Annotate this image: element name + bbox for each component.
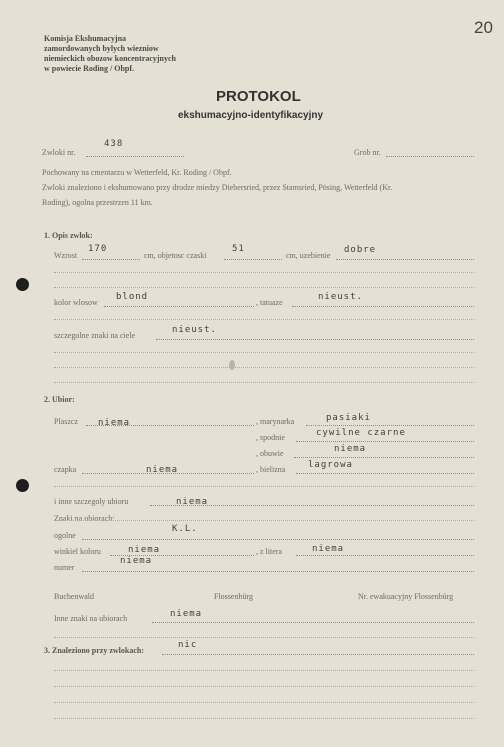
spodnie-value: cywilne czarne bbox=[316, 428, 406, 438]
czapka-label: czapka bbox=[54, 465, 77, 474]
ogolne-label: ogolne bbox=[54, 531, 76, 540]
zwloki-value: 438 bbox=[104, 139, 124, 149]
marynarka-label: , marynarka bbox=[256, 417, 295, 426]
winkiel-label: winkiel koloru bbox=[54, 547, 101, 556]
header-line-2: zamordowanych bylych wiezniow bbox=[44, 44, 159, 53]
page-number: 20 bbox=[474, 18, 493, 37]
camp-flossenburg: Flossenbürg bbox=[214, 592, 253, 601]
header-line-4: w powiecie Roding / Obpf. bbox=[44, 64, 135, 73]
uzebienie-value: dobre bbox=[344, 245, 377, 255]
winkiel-value: niema bbox=[128, 545, 161, 555]
tatuaze-value: nieust. bbox=[318, 292, 363, 302]
znaki-label: szczegolne znaki na ciele bbox=[54, 331, 136, 340]
section-2-title: 2. Ubior: bbox=[44, 395, 75, 404]
ogolne-value: K.L. bbox=[172, 524, 198, 534]
wlosy-label: kolor wlosow bbox=[54, 298, 98, 307]
plaszcz-label: Plaszcz bbox=[54, 417, 78, 426]
litera-value: niema bbox=[312, 544, 345, 554]
obuwie-label: , obuwie bbox=[256, 449, 284, 458]
punch-hole-top bbox=[16, 278, 29, 291]
marynarka-value: pasiaki bbox=[326, 413, 371, 423]
grob-label: Grob nr. bbox=[354, 148, 381, 157]
header-line-3: niemieckich obozow koncentracyjnych bbox=[44, 54, 176, 63]
znaki-value: nieust. bbox=[172, 325, 217, 335]
inne-znaki-value: niema bbox=[170, 609, 203, 619]
wzrost-value: 170 bbox=[88, 244, 108, 254]
zwloki-label: Zwloki nr. bbox=[42, 148, 76, 157]
punch-hole-bottom bbox=[16, 479, 29, 492]
czapka-value: niema bbox=[146, 465, 179, 475]
czaska-value: 51 bbox=[232, 244, 245, 254]
inne-znaki-label: Inne znaki na ubiorach bbox=[54, 614, 128, 623]
inne-label: i inne szczegoly ubioru bbox=[54, 497, 129, 506]
wlosy-value: blond bbox=[116, 292, 149, 302]
znaki-ubior-label: Znaki na ubiorach: bbox=[54, 514, 115, 523]
section-3-title: 3. Znaleziono przy zwlokach: bbox=[44, 646, 144, 655]
spodnie-label: , spodnie bbox=[256, 433, 285, 442]
inne-value: niema bbox=[176, 497, 209, 507]
numer-value: niema bbox=[120, 556, 153, 566]
tatuaze-label: , tatuaze bbox=[256, 298, 283, 307]
plaszcz-value: niema bbox=[98, 418, 131, 428]
czaska-unit: cm, uzebienie bbox=[286, 251, 331, 260]
bielizna-label: , bielizna bbox=[256, 465, 286, 474]
punch-mark-center bbox=[229, 360, 235, 370]
camp-buchenwald: Buchenwald bbox=[54, 592, 94, 601]
header-line-1: Komisja Ekshumacyjna bbox=[44, 34, 127, 43]
wzrost-unit: cm, objetosc czaski bbox=[144, 251, 207, 260]
commission-header bbox=[44, 34, 176, 74]
wzrost-label: Wzrost bbox=[54, 251, 78, 260]
numer-label: numer bbox=[54, 563, 75, 572]
section-3-value: nic bbox=[178, 640, 198, 650]
found-location-line-1: Zwloki znaleziono i ekshumowano przy drodze miedzy Diebersried, przez Stamsried, Pösing, Wetterfeld (Kr. bbox=[42, 183, 393, 192]
obuwie-value: niema bbox=[334, 444, 367, 454]
burial-place: Pochowany na cmentarzu w Wetterfeld, Kr. Roding / Obpf. bbox=[42, 168, 232, 177]
nr-ewakuacyjny: Nr. ewakuacyjny Flossenbürg bbox=[358, 592, 454, 601]
found-location-line-2: Roding), ogolna przestrzen 11 km. bbox=[42, 198, 153, 207]
litera-label: , z litera bbox=[256, 547, 282, 556]
document-subtitle: ekshumacyjno-identyfikacyjny bbox=[178, 110, 324, 121]
document-title: PROTOKOL bbox=[216, 88, 301, 105]
section-1-title: 1. Opis zwlok: bbox=[44, 231, 93, 240]
bielizna-value: lagrowa bbox=[308, 460, 353, 470]
